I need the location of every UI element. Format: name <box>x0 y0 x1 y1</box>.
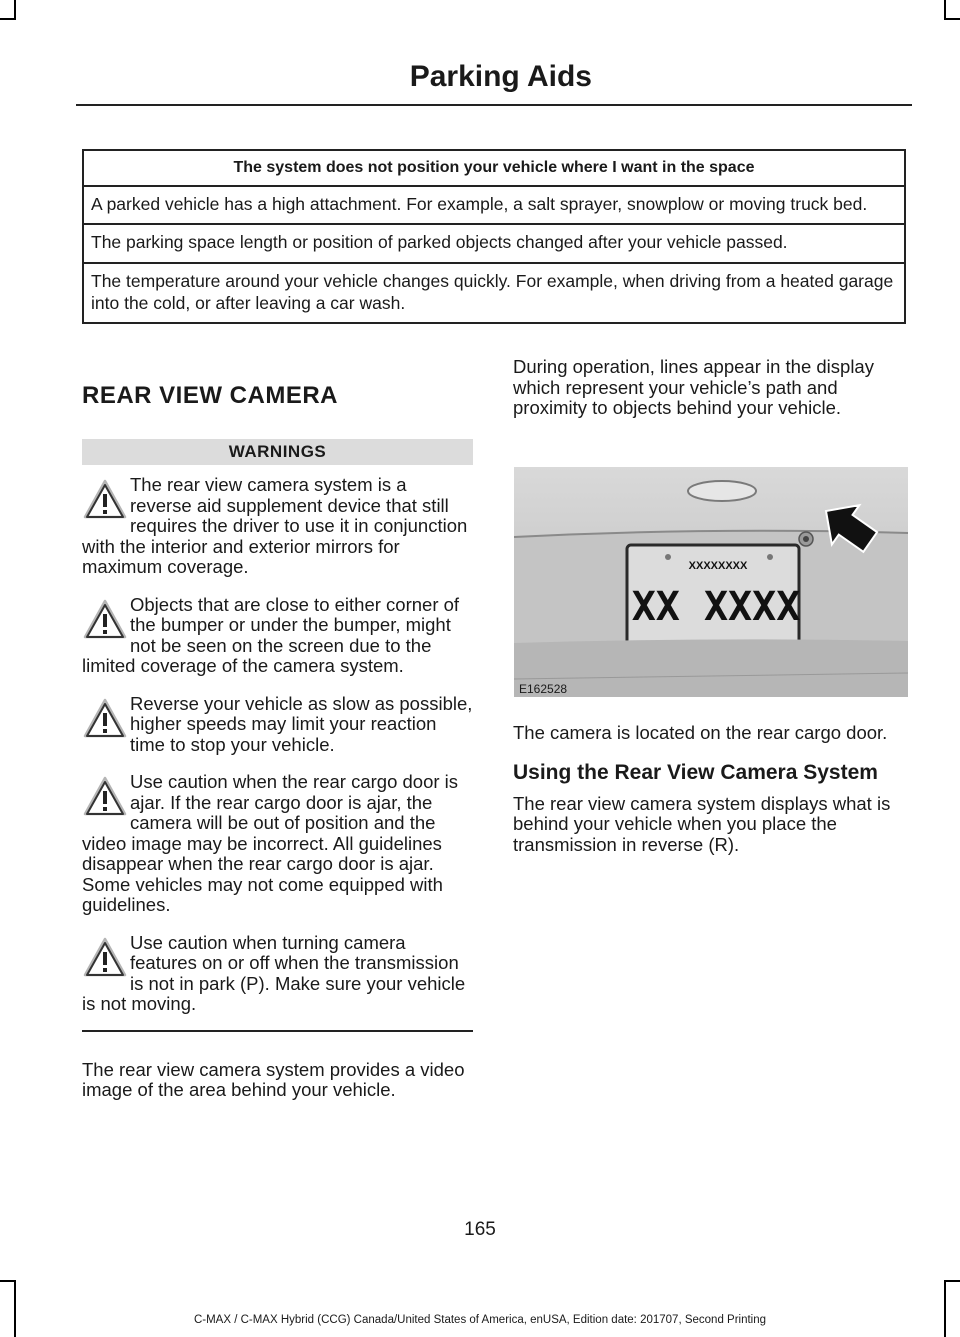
right-column <box>513 357 908 855</box>
caption: The camera is located on the rear cargo door. <box>513 722 888 743</box>
plate-main-text: XX XXXX <box>631 583 801 630</box>
plate-top-text: XXXXXXXX <box>688 559 748 572</box>
warning-triangle-icon <box>82 595 128 645</box>
section-title: REAR VIEW CAMERA <box>82 382 339 409</box>
warning-text: Reverse your vehicle as slow as possible, higher speeds may limit your reaction time to stop your vehicle. <box>130 692 473 755</box>
table-row <box>83 186 905 224</box>
warnings-end-rule <box>82 1030 473 1032</box>
left-column <box>82 382 473 1101</box>
warning-text: The rear view camera system is a reverse aid supplement device that still requires the driver to use it in conjunction with the interior and exterior mirrors for maximum coverage. <box>82 474 468 577</box>
warning-triangle-icon <box>82 772 128 822</box>
warnings-heading: WARNINGS <box>82 439 473 466</box>
camera-location-illustration <box>514 467 908 697</box>
table-header-row <box>83 150 905 186</box>
crop-mark <box>944 18 960 20</box>
table-cell: A parked vehicle has a high attachment. For example, a salt sprayer, snowplow or moving truck bed. <box>83 186 905 224</box>
body-paragraph: The rear view camera system displays what is behind your vehicle when you place the transmission in reverse (R). <box>513 792 891 855</box>
warning-triangle-icon <box>82 694 128 744</box>
page-number: 165 <box>464 1219 496 1240</box>
warning-triangle-icon <box>82 933 128 983</box>
warning-text: Use caution when turning camera features on or off when the transmission is not in park (P). Make sure your vehicle is not moving. <box>82 931 466 1014</box>
table-header: The system does not position your vehicle where I want in the space <box>83 150 905 186</box>
crop-mark <box>944 1280 960 1282</box>
warning-triangle-icon <box>82 475 128 525</box>
subheading: Using the Rear View Camera System <box>513 760 878 784</box>
warning-item <box>82 772 473 916</box>
warning-item <box>82 933 473 1015</box>
table-cell: The temperature around your vehicle changes quickly. For example, when driving from a heated garage into the cold, or after leaving a car wash. <box>83 263 905 323</box>
crop-mark <box>0 18 16 20</box>
crop-mark <box>14 1280 16 1337</box>
rear-door-image <box>514 467 908 697</box>
warning-item <box>82 694 473 756</box>
crop-mark <box>944 0 946 18</box>
warning-text: Objects that are close to either corner of the bumper or under the bumper, might not be seen on the screen due to the limited coverage of the camera system. <box>82 593 460 676</box>
crop-mark <box>944 1280 946 1337</box>
warning-item <box>82 595 473 677</box>
crop-mark <box>14 0 16 18</box>
crop-mark <box>0 1280 16 1282</box>
table-row <box>83 224 905 263</box>
body-paragraph: During operation, lines appear in the display which represent your vehicle’s path and proximity to objects behind your vehicle. <box>513 356 874 418</box>
table-row <box>83 263 905 323</box>
warning-item <box>82 475 473 578</box>
body-paragraph: The rear view camera system provides a video image of the area behind your vehicle. <box>82 1058 465 1100</box>
table-cell: The parking space length or position of parked objects changed after your vehicle passed. <box>83 224 905 263</box>
footer: C-MAX / C-MAX Hybrid (CCG) Canada/United States of America, enUSA, Edition date: 201707, Second Printing <box>193 1314 767 1326</box>
page-title: Parking Aids <box>409 60 592 93</box>
figure-id: E162528 <box>519 681 568 696</box>
warning-text: Use caution when the rear cargo door is ajar. If the rear cargo door is ajar, the camera will be out of position and the video image may be incorrect. All guidelines disappear when the rear cargo door is ajar. Some vehicles may not come equipped with guidelines. <box>82 771 459 915</box>
troubleshooting-table <box>82 149 906 324</box>
header-divider <box>76 104 912 106</box>
